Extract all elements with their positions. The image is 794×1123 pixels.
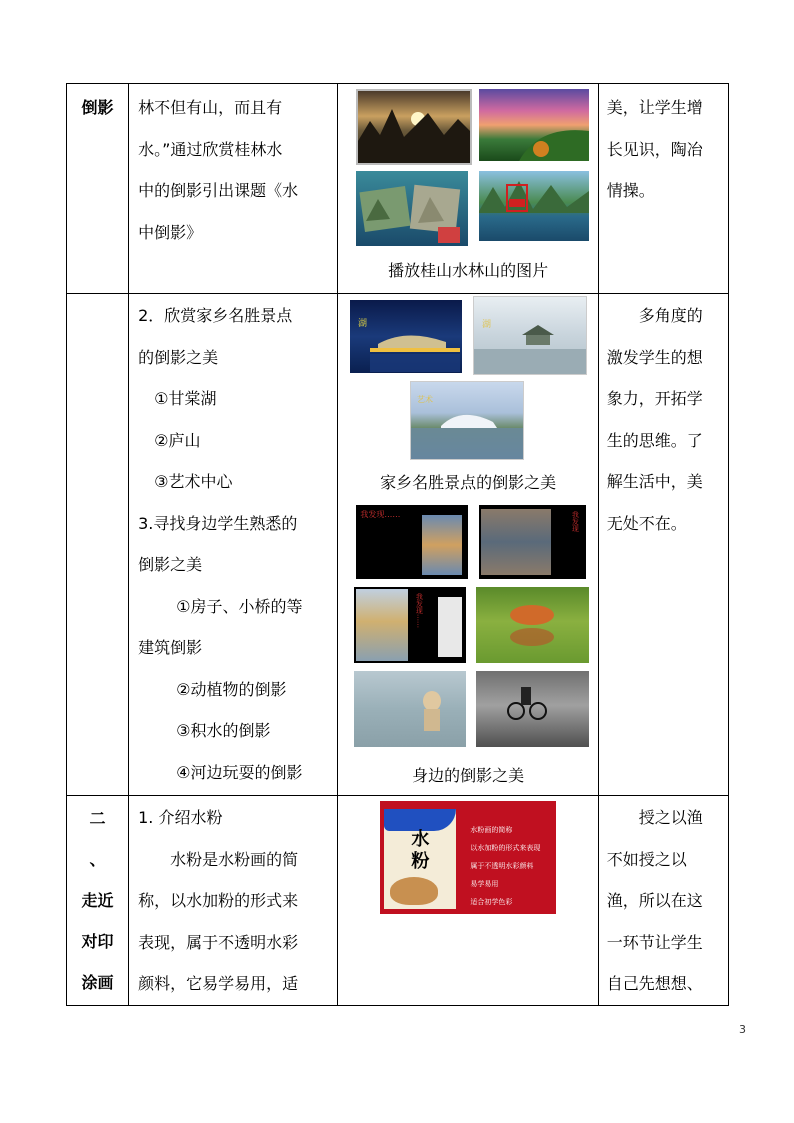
section-title: 涂画 — [81, 973, 114, 992]
content-cell — [129, 84, 338, 294]
sub-item: ②动植物的倒影 — [176, 679, 287, 699]
goal-line: 情操。 — [606, 181, 655, 200]
slide-line: 易学易用 — [470, 880, 499, 888]
lushan-snow-image — [473, 296, 587, 375]
content-line: 中的倒影引出课题《水 — [138, 181, 299, 200]
svg-text:湖: 湖 — [482, 320, 492, 330]
goal-line: 美，让学生增 — [606, 98, 703, 117]
goal-line: 一环节让学生 — [606, 932, 703, 952]
art-center-image — [410, 381, 524, 460]
item-title: 1. 介绍水粉 — [138, 808, 223, 827]
slide-line: 属于不透明水彩颜料 — [470, 862, 534, 870]
item-title: 的倒影之美 — [138, 347, 219, 367]
goal-line: 不如授之以 — [606, 849, 687, 869]
content-line: 表现，属于不透明水彩 — [138, 932, 299, 952]
table-row — [67, 294, 729, 796]
image-caption: 播放桂山水林山的图片 — [388, 261, 549, 280]
page-number: 3 — [739, 1023, 746, 1036]
section-cell — [67, 294, 129, 796]
image-caption: 身边的倒影之美 — [412, 766, 525, 785]
lesson-plan-table — [66, 83, 729, 1006]
goal-line: 生的思维。了 — [606, 430, 703, 450]
sub-item: ③积水的倒影 — [176, 721, 271, 740]
goal-line: 授之以渔 — [638, 808, 703, 827]
goal-cell — [598, 294, 728, 796]
duckling-reflection-slide — [354, 587, 466, 663]
content-cell — [129, 796, 338, 1006]
section-title: 倒影 — [81, 98, 114, 117]
sub-item: ①房子、小桥的等 — [176, 596, 303, 616]
squirrel-reflection-image — [476, 587, 589, 663]
goal-line: 无处不在。 — [606, 513, 687, 533]
item-title: 2．欣赏家乡名胜景点 — [138, 306, 293, 325]
media-cell — [338, 84, 598, 294]
guilin-sunset-image — [356, 89, 472, 165]
sub-item: ③艺术中心 — [154, 472, 233, 491]
slide-tag: 我发现…… — [415, 593, 424, 628]
cyclist-puddle-image — [476, 671, 589, 747]
sub-item: ①甘棠湖 — [154, 389, 217, 408]
slide-line: 水粉画的简称 — [470, 826, 513, 834]
sub-item: ②庐山 — [154, 430, 201, 450]
item-title: 倒影之美 — [138, 555, 203, 574]
goal-line: 解生活中，美 — [606, 472, 703, 491]
table-row — [67, 796, 729, 1006]
media-cell — [338, 796, 598, 1006]
goal-cell — [598, 84, 728, 294]
slide-title: 水粉 — [411, 829, 430, 872]
content-line: 颜料，它易学易用，适 — [138, 974, 299, 993]
section-cell — [67, 84, 129, 294]
section-title: 、 — [89, 850, 106, 869]
item-title: 3.寻找身边学生熟悉的 — [138, 513, 298, 533]
svg-text:艺术: 艺术 — [417, 395, 434, 404]
gouache-intro-slide — [380, 801, 556, 914]
gantang-lake-night-image — [350, 300, 462, 373]
content-line: 称，以水加粉的形式来 — [138, 891, 299, 910]
slide-line: 适合初学色彩 — [470, 898, 513, 906]
content-line: 林不但有山，而且有 — [138, 98, 283, 117]
goal-line: 长见识，陶冶 — [606, 139, 703, 159]
goal-line: 多角度的 — [638, 306, 703, 325]
guilin-river-image — [479, 171, 589, 241]
content-line: 水。”通过欣赏桂林水 — [138, 139, 283, 159]
sunset-clouds-image — [479, 89, 589, 161]
house-reflection-slide — [356, 505, 468, 579]
media-cell — [338, 294, 598, 796]
content-cell — [129, 294, 338, 796]
image-caption: 家乡名胜景点的倒影之美 — [380, 473, 557, 492]
svg-text:湖: 湖 — [358, 319, 368, 329]
slide-line: 以水加粉的形式来表现 — [470, 844, 541, 852]
table-row — [67, 84, 729, 294]
slide-tag: 我发现…… — [360, 510, 401, 519]
section-title: 走近 — [81, 891, 114, 910]
goal-cell — [598, 796, 728, 1006]
goal-line: 渔，所以在这 — [606, 891, 703, 910]
child-beach-image — [354, 671, 466, 747]
section-title: 对印 — [81, 932, 114, 951]
sub-item: ④河边玩耍的倒影 — [176, 762, 303, 782]
bridge-reflection-slide — [479, 505, 586, 579]
content-line: 水粉是水粉画的简 — [170, 849, 299, 869]
sub-item: 建筑倒影 — [138, 638, 203, 657]
section-title: 二 — [89, 809, 106, 828]
goal-line: 激发学生的想 — [606, 347, 703, 367]
goal-line: 象力，开拓学 — [606, 389, 703, 408]
section-cell — [67, 796, 129, 1006]
guilin-mountains-collage-image — [356, 171, 468, 246]
goal-line: 自己先想想、 — [606, 974, 703, 993]
content-line: 中倒影》 — [138, 222, 203, 242]
slide-tag: 我发现 — [571, 511, 580, 532]
